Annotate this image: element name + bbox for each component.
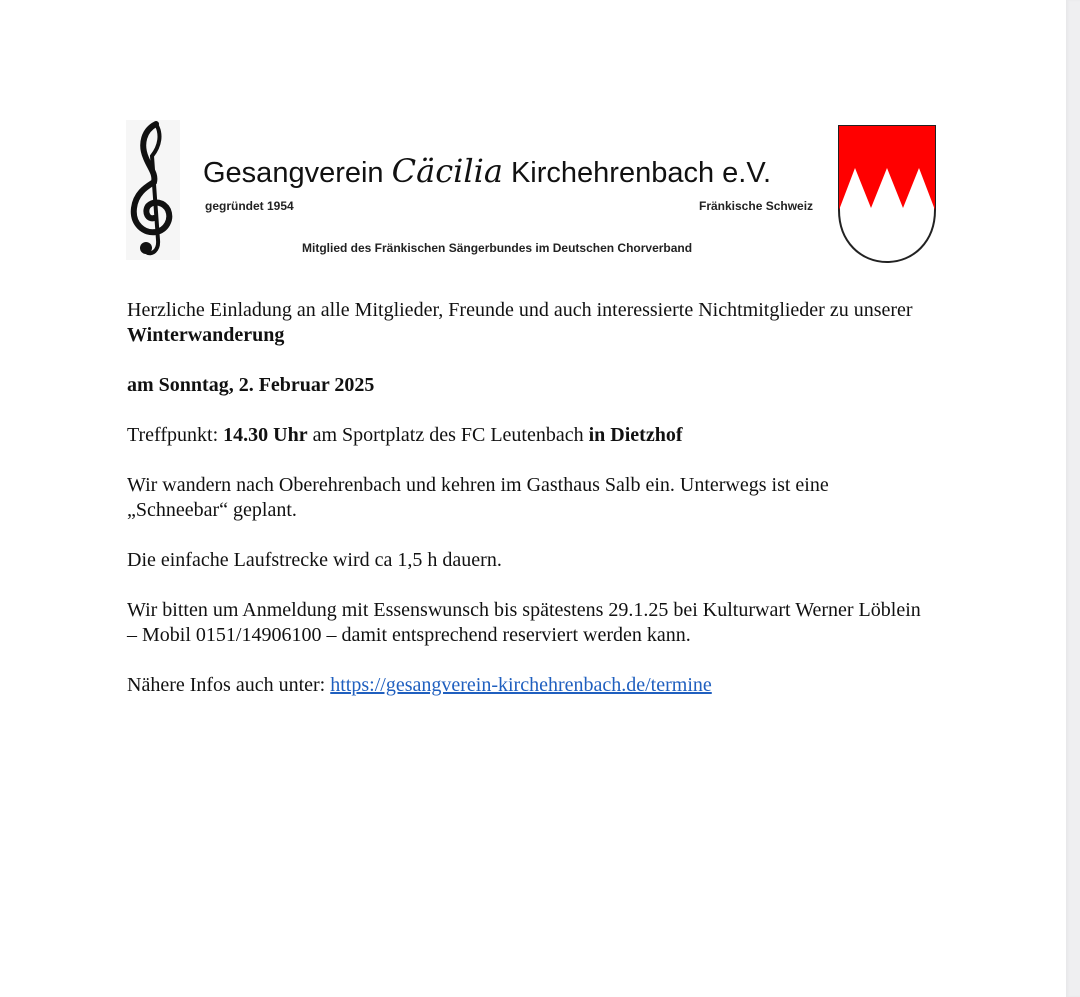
region-label: Fränkische Schweiz: [699, 199, 814, 213]
meeting-paragraph: [127, 423, 927, 448]
founded-year: gegründet 1954: [205, 199, 294, 213]
invite-paragraph: [127, 298, 927, 348]
event-date: am Sonntag, 2. Februar 2025: [127, 374, 375, 396]
duration-paragraph: Die einfache Laufstrecke wird ca 1,5 h dauern.: [127, 549, 502, 571]
registration-paragraph: Wir bitten um Anmeldung mit Essenswunsch bis spätestens 29.1.25 bei Kulturwart Werner Löblein – Mobil 0151/14906100 – damit entsprechend reserviert werden kann.: [127, 599, 921, 646]
date-paragraph: [127, 373, 927, 398]
meeting-label: Treffpunkt:: [127, 424, 224, 446]
meeting-town: in Dietzhof: [588, 424, 683, 446]
franconian-rake-crest-icon: [837, 124, 937, 271]
invite-text: Herzliche Einladung an alle Mitglieder, Freunde und auch interessierte Nichtmitglieder zu unserer: [127, 299, 913, 321]
route-paragraph: Wir wandern nach Oberehrenbach und kehren im Gasthaus Salb ein. Unterwegs ist eine „Schneebar“ geplant.: [127, 474, 829, 521]
meeting-place: am Sportplatz des FC Leutenbach: [307, 424, 589, 446]
info-paragraph: [127, 673, 927, 698]
meeting-time: 14.30 Uhr: [223, 424, 308, 446]
scrollbar-track[interactable]: [1066, 0, 1080, 997]
letter-body: [127, 298, 927, 723]
org-name: [203, 152, 771, 190]
org-name-prefix: Gesangverein: [203, 157, 384, 189]
membership-line: Mitglied des Fränkischen Sängerbundes im Deutschen Chorverband: [302, 241, 693, 255]
org-name-suffix: Kirchehrenbach e.V.: [510, 157, 772, 189]
info-label: Nähere Infos auch unter:: [127, 674, 331, 696]
treble-clef-icon: [126, 120, 180, 260]
info-link[interactable]: https://gesangverein-kirchehrenbach.de/termine: [330, 674, 712, 696]
org-name-cecilia: Cäcilia: [391, 152, 503, 190]
event-name: Winterwanderung: [127, 324, 285, 346]
